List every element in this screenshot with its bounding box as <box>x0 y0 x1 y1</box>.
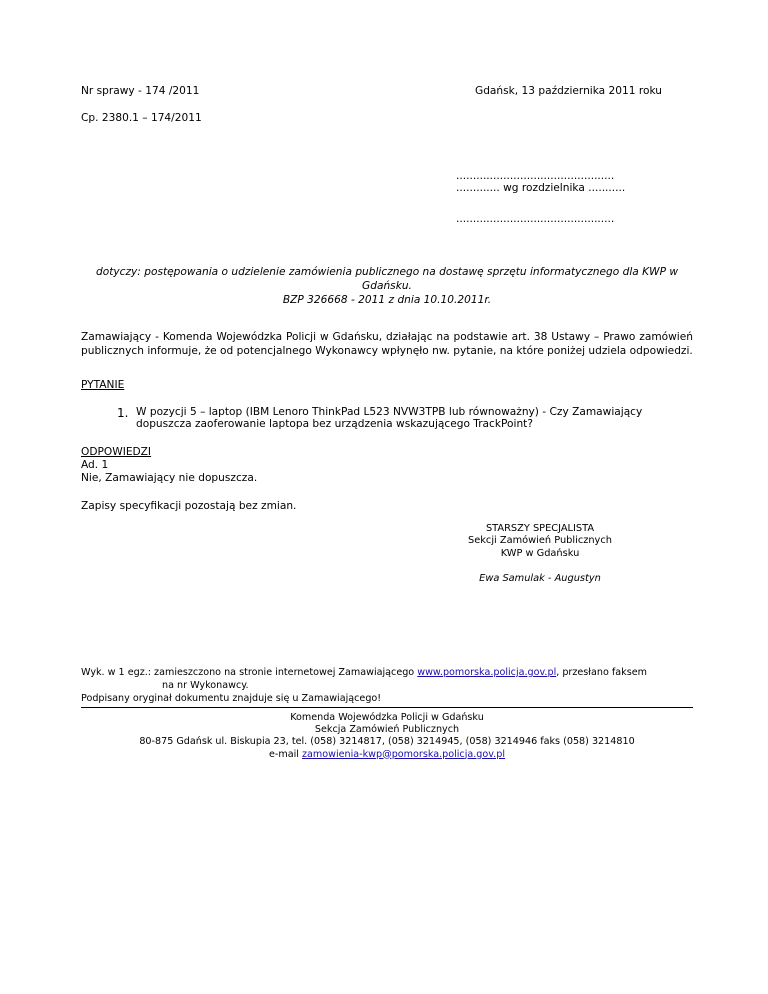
footer-email-prefix: e-mail <box>269 748 302 760</box>
intro-paragraph: Zamawiający - Komenda Wojewódzka Policji w Gdańsku, działając na podstawie art. 38 Ustawy – Prawo zamówień publicznych informuje, że od potencjalnego Wykonawcy wpłynęło nw. pytanie, na które poniżej udziela odpowiedzi. <box>81 331 693 357</box>
signature-name: Ewa Samulak - Augustyn <box>479 573 601 585</box>
footer-block <box>81 712 693 761</box>
answer-text: Nie, Zamawiający nie dopuszcza. <box>81 472 258 484</box>
subject-line-3: BZP 326668 - 2011 z dnia 10.10.2011r. <box>282 293 492 306</box>
subject-line-2: Gdańsku. <box>362 279 412 292</box>
signature-title: STARSZY SPECJALISTA <box>485 523 595 534</box>
signature-block <box>450 523 630 586</box>
recipient-line-3: ............................................... <box>456 213 615 225</box>
footer-section: Sekcja Zamówień Publicznych <box>314 724 460 736</box>
question-number: 1. <box>117 406 129 420</box>
footnote-line-3: Podpisany oryginał dokumentu znajduje się u Zamawiającego! <box>81 693 382 704</box>
footnote-text-1: Wyk. w 1 egz.: zamieszczono na stronie internetowej Zamawiającego <box>81 667 418 678</box>
footer-address: 80-875 Gdańsk ul. Biskupia 23, tel. (058) 3214817, (058) 3214945, (058) 3214946 faks (058) 3214810 <box>139 736 635 748</box>
footer-institution: Komenda Wojewódzka Policji w Gdańsku <box>290 712 484 723</box>
answer-ad: Ad. 1 <box>81 459 109 471</box>
signature-section: Sekcji Zamówień Publicznych <box>468 535 612 547</box>
recipient-line-2: ............. wg rozdzielnika ........... <box>456 182 626 194</box>
question-line-1: W pozycji 5 – laptop (IBM Lenoro ThinkPad L523 NVW3TPB lub równoważny) - Czy Zamawiający <box>136 406 643 418</box>
question-line-2: dopuszcza zaoferowanie laptopa bez urządzenia wskazującego TrackPoint? <box>136 418 533 430</box>
footnote-line-1 <box>81 667 647 679</box>
closing-statement: Zapisy specyfikacji pozostają bez zmian. <box>81 500 297 512</box>
footnote-line-2: na nr Wykonawcy. <box>162 680 249 691</box>
subject-line-1: dotyczy: postępowania o udzielenie zamówienia publicznego na dostawę sprzętu informatycznego dla KWP w <box>96 266 678 278</box>
footer-email-line <box>81 749 693 761</box>
answers-heading: ODPOWIEDZI <box>81 446 152 458</box>
question-heading: PYTANIE <box>81 379 125 391</box>
subject-block <box>81 266 693 307</box>
website-link[interactable]: www.pomorska.policja.gov.pl <box>417 667 557 678</box>
footnote-text-2: , przesłano faksem <box>556 667 647 678</box>
email-link[interactable]: zamowienia-kwp@pomorska.policja.gov.pl <box>301 748 505 760</box>
recipient-line-1: ............................................... <box>456 170 615 182</box>
signature-unit: KWP w Gdańsku <box>500 547 580 559</box>
footer-divider <box>81 707 693 708</box>
place-date: Gdańsk, 13 października 2011 roku <box>475 85 662 97</box>
case-number: Nr sprawy - 174 /2011 <box>81 85 200 97</box>
reference-number: Cp. 2380.1 – 174/2011 <box>81 112 202 124</box>
